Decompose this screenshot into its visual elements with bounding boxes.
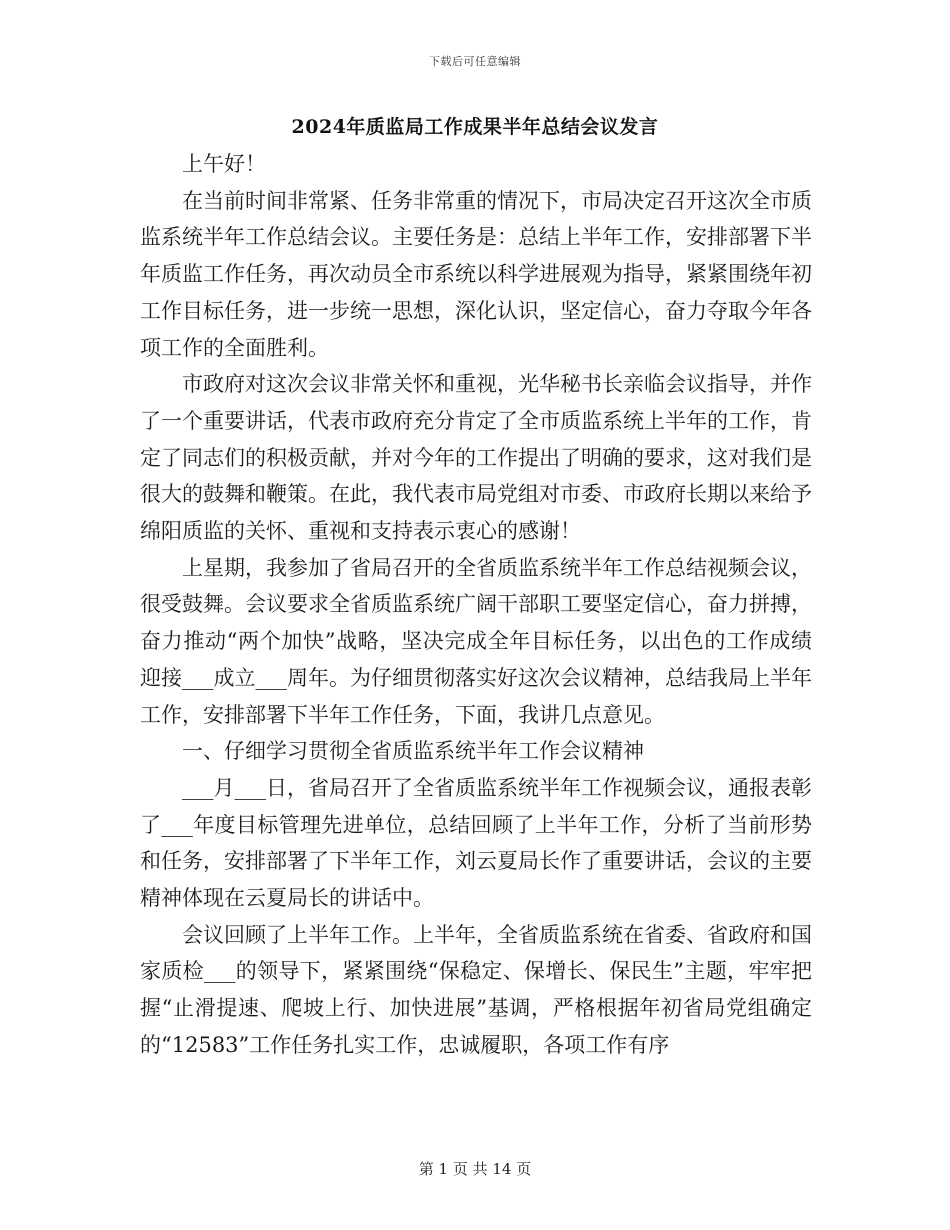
paragraph: ___月___日，省局召开了全省质监系统半年工作视频会议，通报表彰了___年度目标管理先进单位，总结回顾了上半年工作，分析了当前形势和任务，安排部署了下半年工作，刘云夏局长作了重要讲话，会议的主要精神体现在云夏局长的讲话中。 bbox=[140, 775, 812, 911]
page-number: 第 1 页 共 14 页 bbox=[418, 1160, 532, 1178]
header-note: 下载后可任意编辑 bbox=[429, 55, 521, 68]
paragraph-greeting: 上午好！ bbox=[182, 152, 266, 176]
document-title: 2024年质监局工作成果半年总结会议发言 bbox=[291, 116, 659, 138]
paragraph: 上星期，我参加了省局召开的全省质监系统半年工作总结视频会议，很受鼓舞。会议要求全省质监系统广阔干部职工要坚定信心，奋力拼搏，奋力推动“两个加快”战略，坚决完成全年目标任务，以出色的工作成绩迎接___成立___周年。为仔细贯彻落实好这次会议精神，总结我局上半年工作，安排部署下半年工作任务，下面，我讲几点意见。 bbox=[140, 555, 812, 727]
paragraph: 市政府对这次会议非常关怀和重视，光华秘书长亲临会议指导，并作了一个重要讲话，代表市政府充分肯定了全市质监系统上半年的工作，肯定了同志们的积极贡献，并对今年的工作提出了明确的要求，这对我们是很大的鼓舞和鞭策。在此，我代表市局党组对市委、市政府长期以来给予绵阳质监的关怀、重视和支持表示衷心的感谢！ bbox=[140, 372, 812, 544]
paragraph: 在当前时间非常紧、任务非常重的情况下，市局决定召开这次全市质监系统半年工作总结会议。主要任务是：总结上半年工作，安排部署下半年质监工作任务，再次动员全市系统以科学进展观为指导，紧紧围绕年初工作目标任务，进一步统一思想，深化认识，坚定信心，奋力夺取今年各项工作的全面胜利。 bbox=[140, 188, 812, 360]
document-body bbox=[140, 146, 812, 1064]
section-heading: 一、仔细学习贯彻全省质监系统半年工作会议精神 bbox=[182, 739, 644, 764]
paragraph: 会议回顾了上半年工作。上半年，全省质监系统在省委、省政府和国家质检___的领导下，紧紧围绕“保稳定、保增长、保民生”主题，牢牢把握“止滑提速、爬坡上行、加快进展”基调，严格根据年初省局党组确定的“12583”工作任务扎实工作，忠诚履职，各项工作有序 bbox=[140, 922, 812, 1057]
